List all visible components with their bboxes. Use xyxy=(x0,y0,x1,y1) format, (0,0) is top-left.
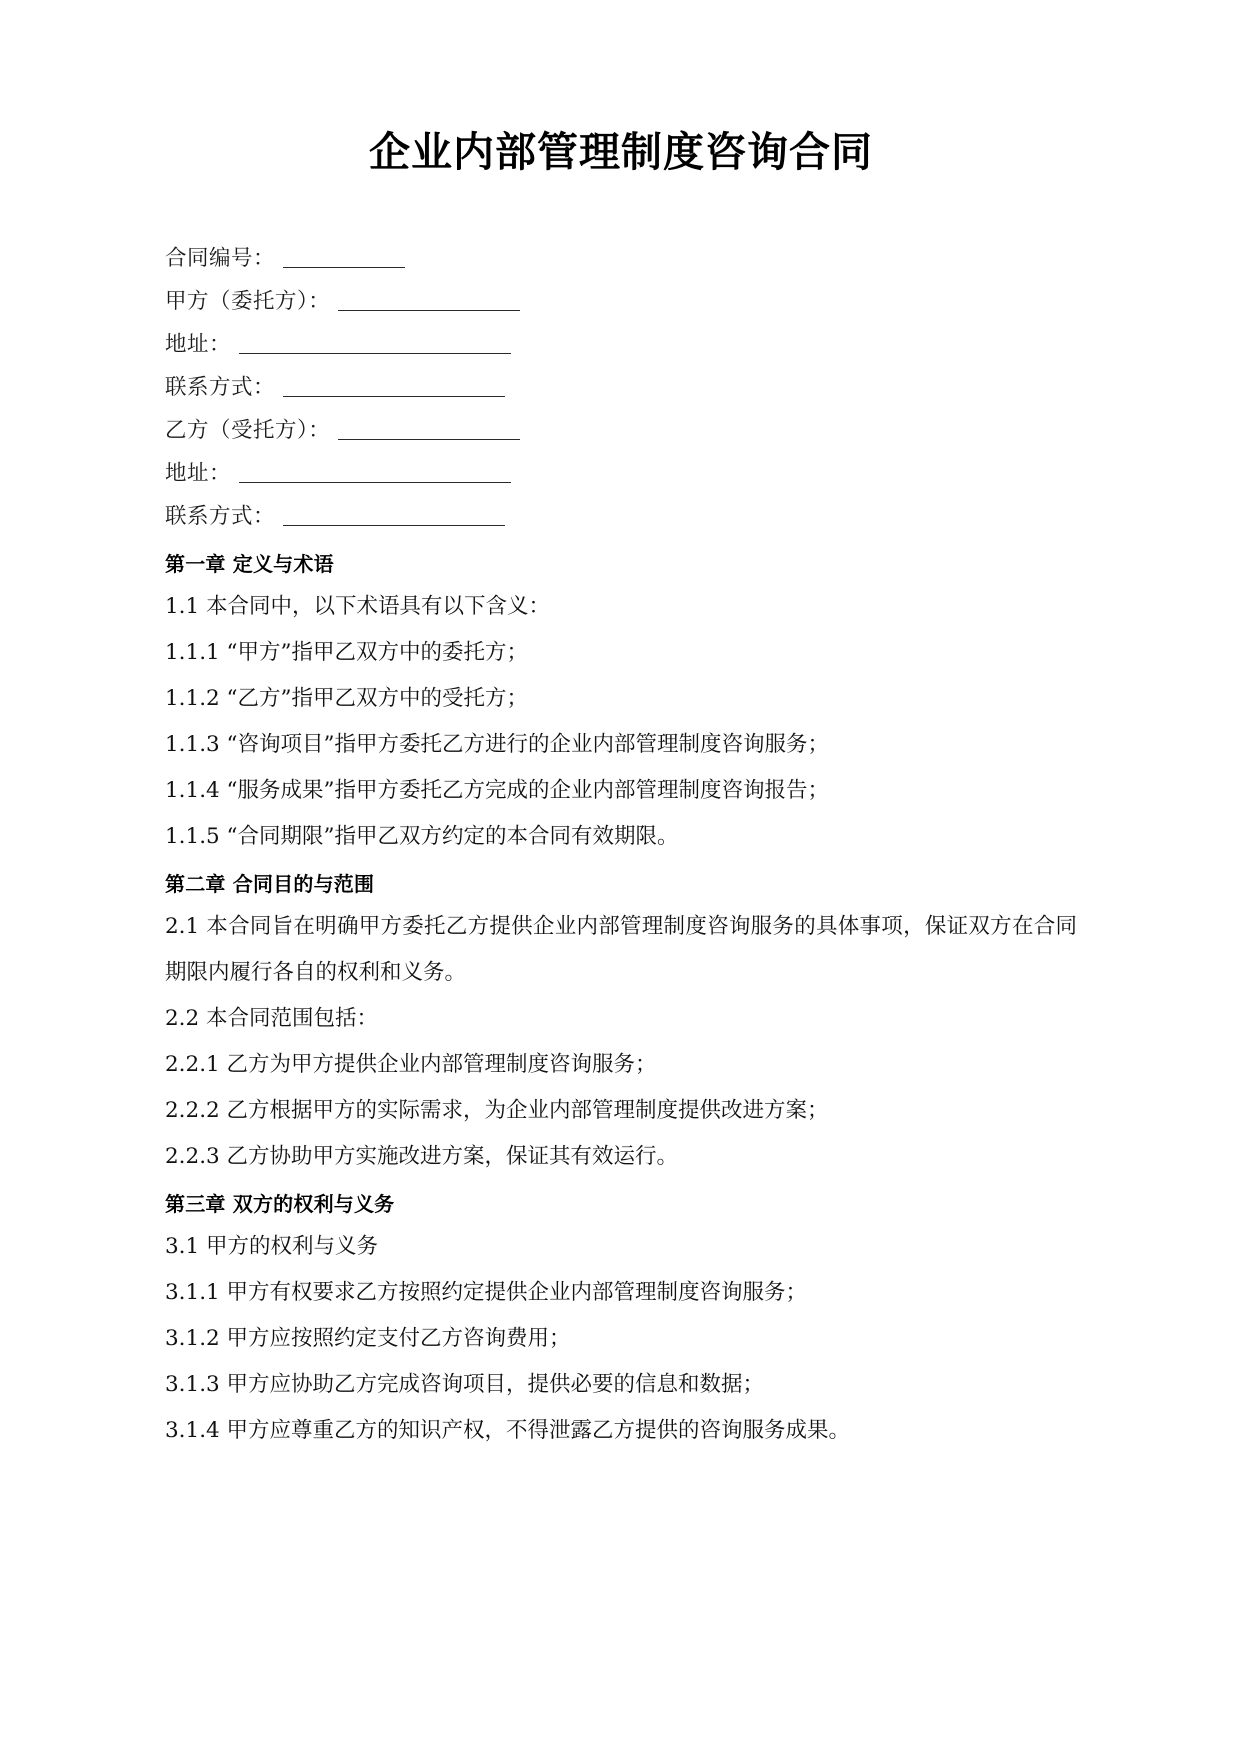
section-chapter-2 xyxy=(165,866,1077,1180)
field-contract-number xyxy=(165,237,1077,280)
chapter-heading: 第三章 双方的权利与义务 xyxy=(165,1192,395,1217)
fill-in-blank[interactable] xyxy=(283,247,405,268)
page-title: 企业内部管理制度咨询合同 xyxy=(369,128,873,176)
clause: 1.1.5 “合同期限”指甲乙双方约定的本合同有效期限。 xyxy=(165,824,679,850)
fill-in-blank[interactable] xyxy=(239,333,511,354)
field-party-a-address xyxy=(165,323,1077,366)
field-party-a-contact xyxy=(165,366,1077,409)
chapter-heading: 第二章 合同目的与范围 xyxy=(165,872,375,897)
clause: 1.1.2 “乙方”指甲乙双方中的受托方； xyxy=(165,686,529,712)
field-label: 地址： xyxy=(165,332,232,358)
fill-in-blank[interactable] xyxy=(239,462,511,483)
clause: 2.2.2 乙方根据甲方的实际需求，为企业内部管理制度提供改进方案； xyxy=(165,1098,829,1124)
fill-in-blank[interactable] xyxy=(338,419,520,440)
section-chapter-1 xyxy=(165,546,1077,860)
clause: 3.1.3 甲方应协助乙方完成咨询项目，提供必要的信息和数据； xyxy=(165,1372,765,1398)
field-label: 合同编号： xyxy=(165,246,276,272)
fill-in-blank[interactable] xyxy=(283,505,505,526)
clause: 3.1 甲方的权利与义务 xyxy=(165,1234,379,1260)
clause: 1.1.3 “咨询项目”指甲方委托乙方进行的企业内部管理制度咨询服务； xyxy=(165,732,830,758)
clause: 2.2.3 乙方协助甲方实施改进方案，保证其有效运行。 xyxy=(165,1144,679,1170)
field-party-b-contact xyxy=(165,495,1077,538)
field-party-b-name xyxy=(165,409,1077,452)
field-label: 联系方式： xyxy=(165,504,276,530)
fill-in-blank[interactable] xyxy=(283,376,505,397)
clause: 2.2.1 乙方为甲方提供企业内部管理制度咨询服务； xyxy=(165,1052,657,1078)
clause: 3.1.2 甲方应按照约定支付乙方咨询费用； xyxy=(165,1326,571,1352)
field-party-b-address xyxy=(165,452,1077,495)
clause: 1.1 本合同中，以下术语具有以下含义： xyxy=(165,594,551,620)
chapter-heading: 第一章 定义与术语 xyxy=(165,552,334,577)
fill-in-blank[interactable] xyxy=(338,290,520,311)
field-party-a-name xyxy=(165,280,1077,323)
field-label: 联系方式： xyxy=(165,375,276,401)
contract-body xyxy=(165,546,1077,1454)
field-label: 地址： xyxy=(165,461,232,487)
clause: 3.1.1 甲方有权要求乙方按照约定提供企业内部管理制度咨询服务； xyxy=(165,1280,808,1306)
field-label: 甲方（委托方）： xyxy=(165,289,331,315)
field-label: 乙方（受托方）： xyxy=(165,418,331,444)
party-fields-block xyxy=(165,237,1077,538)
clause: 3.1.4 甲方应尊重乙方的知识产权，不得泄露乙方提供的咨询服务成果。 xyxy=(165,1418,851,1444)
clause: 2.1 本合同旨在明确甲方委托乙方提供企业内部管理制度咨询服务的具体事项，保证双方在合同期限内履行各自的权利和义务。 xyxy=(165,914,1077,986)
document-content xyxy=(165,0,1077,1454)
clause: 1.1.4 “服务成果”指甲方委托乙方完成的企业内部管理制度咨询报告； xyxy=(165,778,830,804)
clause: 1.1.1 “甲方”指甲乙双方中的委托方； xyxy=(165,640,529,666)
clause: 2.2 本合同范围包括： xyxy=(165,1006,379,1032)
section-chapter-3 xyxy=(165,1186,1077,1454)
